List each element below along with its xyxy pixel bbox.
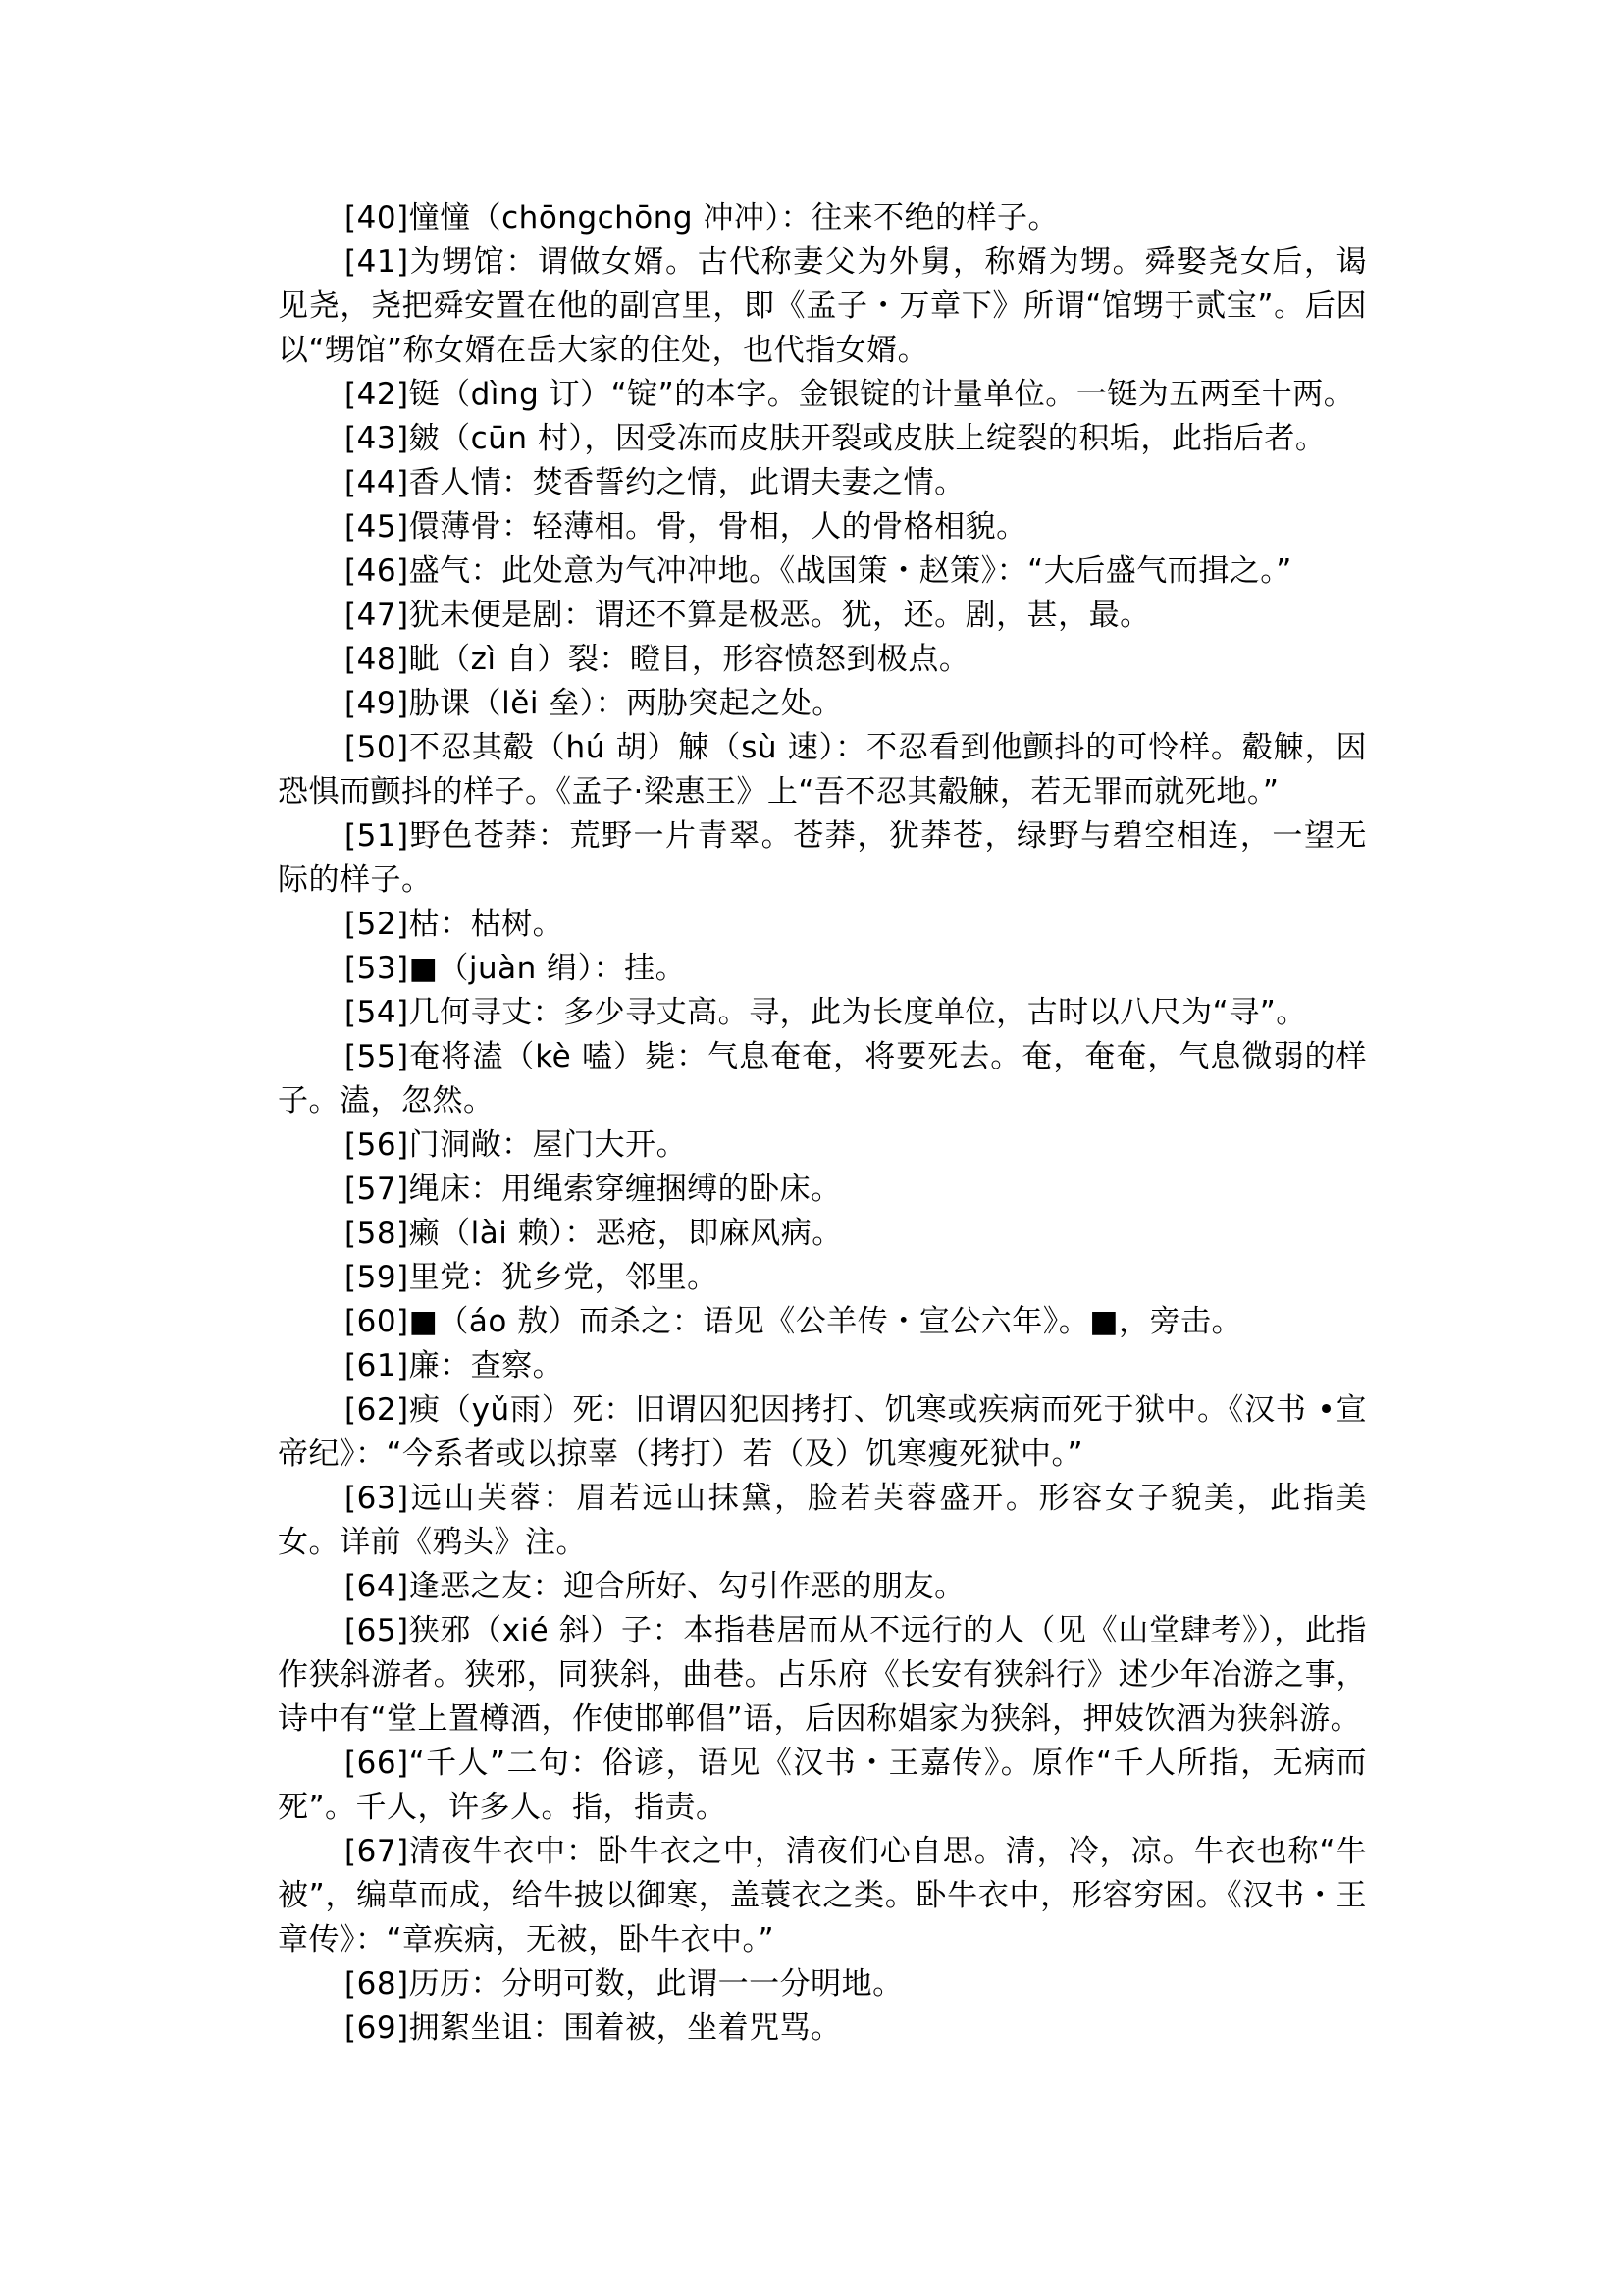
note-50: [50]不忍其觳（hú 胡）觫（sù 速）：不忍看到他颤抖的可怜样。觳觫，因恐惧而颤抖的样子。《孟子·梁惠王》上“吾不忍其觳觫，若无罪而就死地。” [278,730,1367,809]
note-41: [41]为甥馆：谓做女婿。古代称妻父为外舅，称婿为甥。舜娶尧女后，谒见尧，尧把舜安置在他的副宫里，即《孟子・万章下》所谓“馆甥于贰宝”。后因以“甥馆”称女婿在岳大家的住处，也代指女婿。 [278,244,1367,368]
note-68: [68]历历：分明可数，此谓一一分明地。 [344,1966,904,2002]
note-40: [40]憧憧（chōngchōng 冲冲）：往来不绝的样子。 [344,200,1059,235]
note-43: [43]皴（cūn 村），因受冻而皮肤开裂或皮肤上绽裂的积垢，此指后者。 [344,421,1327,456]
note-62: [62]瘐（yǔ雨）死：旧谓囚犯因拷打、饥寒或疾病而死于狱中。《汉书 •宣帝纪》：“今系者或以掠辜（拷打）若（及）饥寒瘦死狱中。” [278,1392,1367,1472]
note-42: [42]铤（dìng 订）“锭”的本字。金银锭的计量单位。一铤为五两至十两。 [344,377,1355,412]
note-67: [67]清夜牛衣中：卧牛衣之中，清夜们心自思。清，冷，凉。牛衣也称“牛被”，编草而成，给牛披以御寒，盖蓑衣之类。卧牛衣中，形容穷困。《汉书・王章传》：“章疾病，无被，卧牛衣中。” [278,1834,1367,1957]
note-60: [60]■（áo 敖）而杀之：语见《公羊传・宣公六年》。■，旁击。 [344,1304,1243,1339]
note-61: [61]廉：查察。 [344,1348,564,1383]
note-58: [58]癞（lài 赖）：恶疮，即麻风病。 [344,1216,843,1251]
note-45: [45]儇薄骨：轻薄相。骨，骨相，人的骨格相貌。 [344,509,1027,545]
note-64: [64]逢恶之友：迎合所好、勾引作恶的朋友。 [344,1569,966,1604]
note-56: [56]门洞敞：屋门大开。 [344,1127,688,1163]
note-65: [65]狭邪（xié 斜）子：本指巷居而从不远行的人（见《山堂肆考》），此指作狭斜游者。狭邪，同狭斜，曲巷。占乐府《长安有狭斜行》述少年冶游之事，诗中有“堂上置樽酒，作使邯郸倡”语，后因称娼家为狭斜，押妓饮酒为狭斜游。 [278,1613,1367,1737]
note-52: [52]枯：枯树。 [344,907,564,942]
note-44: [44]香人情：焚香誓约之情，此谓夫妻之情。 [344,465,966,500]
note-66: [66]“千人”二句：俗谚，语见《汉书・王嘉传》。原作“千人所指，无病而死”。千人，许多人。指，指责。 [278,1746,1367,1825]
note-46: [46]盛气：此处意为气冲冲地。《战国策・赵策》：“大后盛气而揖之。” [344,553,1292,589]
note-53: [53]■（juàn 绢）：挂。 [344,951,687,986]
note-57: [57]绳床：用绳索穿缠捆缚的卧床。 [344,1172,842,1207]
note-47: [47]犹未便是剧：谓还不算是极恶。犹，还。剧，甚，最。 [344,598,1151,633]
note-69: [69]拥絮坐诅：围着被，坐着咒骂。 [344,2010,842,2046]
annotation-page [278,196,1367,2051]
note-59: [59]里党：犹乡党，邻里。 [344,1260,718,1295]
note-49: [49]胁课（lěi 垒）：两胁突起之处。 [344,686,843,721]
note-63: [63]远山芙蓉：眉若远山抹黛，脸若芙蓉盛开。形容女子貌美，此指美女。详前《鸦头》注。 [278,1481,1367,1560]
note-51: [51]野色苍莽：荒野一片青翠。苍莽，犹莽苍，绿野与碧空相连，一望无际的样子。 [278,818,1367,898]
note-48: [48]眦（zì 自）裂：瞪目，形容愤怒到极点。 [344,642,970,677]
note-54: [54]几何寻丈：多少寻丈高。寻，此为长度单位，古时以八尺为“寻”。 [344,995,1307,1030]
note-55: [55]奄将溘（kè 嗑）毙：气息奄奄，将要死去。奄，奄奄，气息微弱的样子。溘，忽然。 [278,1039,1367,1119]
